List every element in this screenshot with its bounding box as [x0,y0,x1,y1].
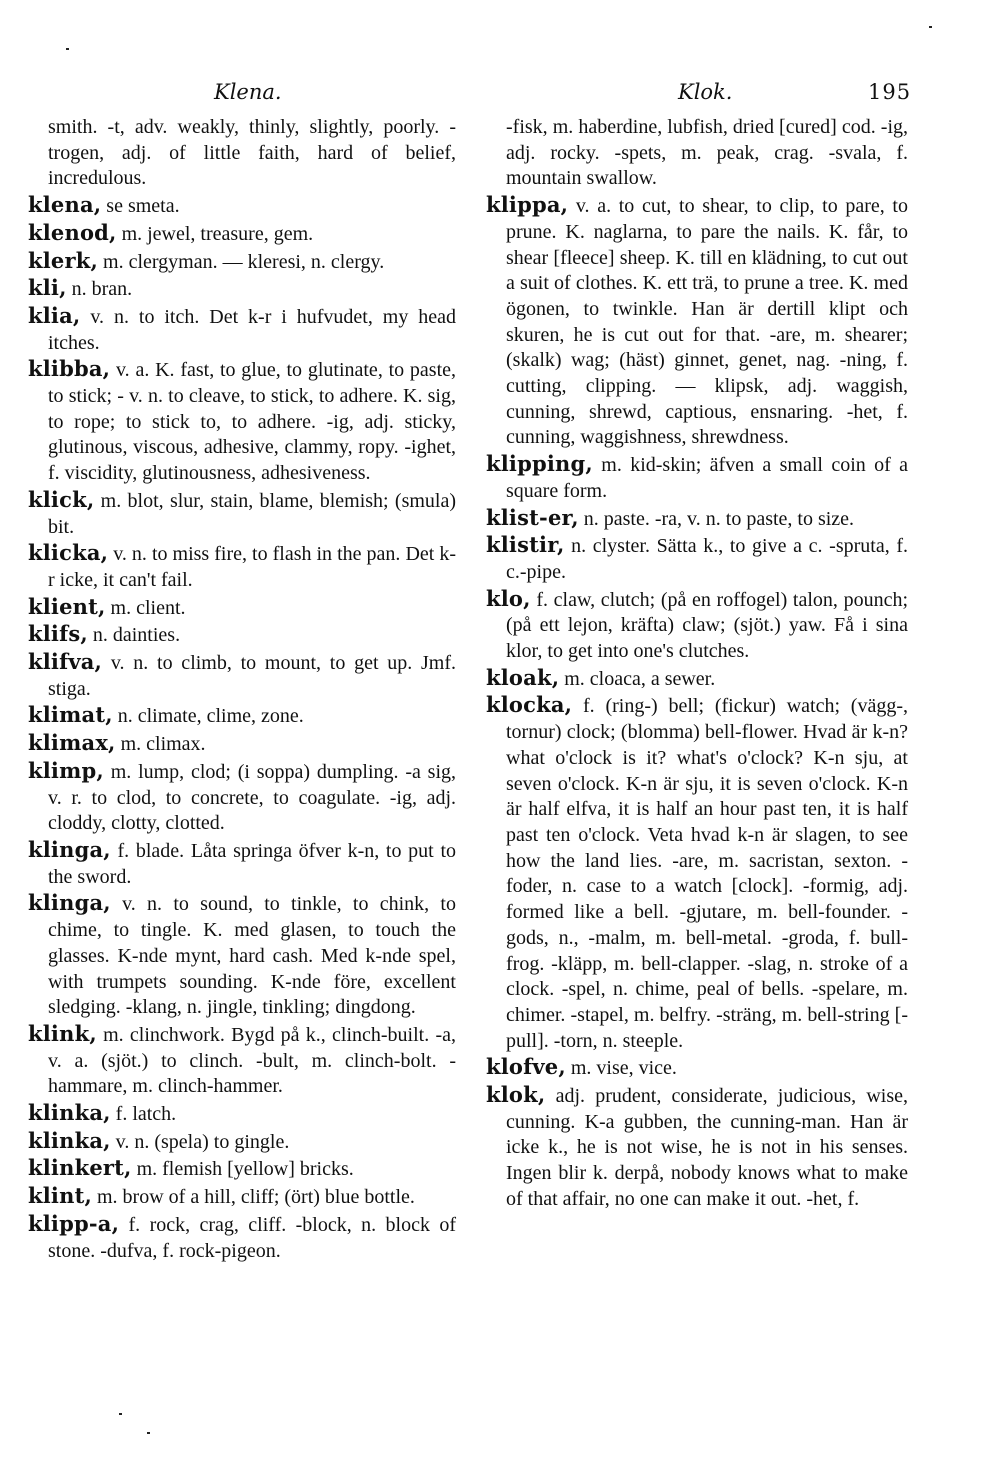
entry-headword: klipping, [486,451,593,477]
dictionary-entry [478,505,908,533]
entry-definition: m. blot, slur, stain, blame, blemish; (smula) bit. [48,489,456,538]
dictionary-entry [20,649,456,702]
dictionary-entry [20,356,456,487]
dictionary-entry [20,1211,456,1264]
entry-definition: v. n. to itch. Det k-r i hufvudet, my head itches. [48,305,457,354]
entry-definition: m. lump, clod; (i soppa) dumpling. -a sig, v. r. to clod, to concrete, to coagulate. -ig, adj. cloddy, clotty, clotted. [48,760,456,835]
entry-definition: smith. -t, adv. weakly, thinly, slightly, poorly. -trogen, adj. of little faith, hard of belief, incredulous. [48,116,456,190]
dictionary-entry [20,248,456,276]
entry-headword: klena, [28,192,102,218]
dictionary-entry [478,1054,908,1082]
entry-definition: f. latch. [115,1103,177,1126]
speck-mark [929,26,932,28]
entry-definition: n. clyster. Sätta k., to give a c. -spruta, f. c.-pipe. [506,535,908,583]
entry-definition: f. claw, clutch; (på en roffogel) talon, pounch; (på ett lejon, kräfta) claw; (sjöt.) yaw. Få i sina klor, to get into one's clutches. [506,588,908,663]
entry-headword: klerk, [28,247,99,273]
entry-definition: m. flemish [yellow] bricks. [136,1158,354,1181]
entry-headword: klimp, [28,757,104,783]
entry-definition: f. (ring-) bell; (fickur) watch; (vägg-, tornur) clock; (blomma) bell-flower. Hvad är k-n? what o'clock is it? what's o'clock? K-n sju, at seven o'clock. K-n är sju, it is seven o'clock. K-n är half elfva, it is half an hour past ten, it is half past ten o'clock. Veta hvad k-n är slagen, to see how the land lies. -are, m. sacristan, sexton. -foder, n. case to a watch [clock]. -formig, adj. formed like a bell. -gjutare, m. bell-founder. -gods, n., -malm, m. bell-metal. -groda, f. bull-frog. -kläpp, m. bell-clapper. -slag, n. stroke of a clock. -spel, n. chime, peal of bells. -spelare, m. chimer. -stapel, m. belfry. -sträng, m. bell-string [-pull]. -torn, n. steeple. [506,695,908,1052]
entry-headword: klint, [28,1183,92,1209]
entry-definition: adj. prudent, considerate, judicious, wise, cunning. K-a gubben, the cunning-man. Han är icke k., he is not wise, he is not in his senses. Ingen blir k. derpå, nobody knows what to make of that affair, no one can make it out. -het, f. [506,1085,908,1210]
dictionary-entry [20,1155,456,1183]
entry-headword: klipp-a, [28,1210,120,1236]
entry-definition: m. jewel, treasure, gem. [121,222,314,245]
speck-mark [147,1432,150,1434]
entry-headword: kloak, [486,664,560,690]
entry-headword: klink, [28,1020,97,1046]
entry-definition: -fisk, m. haberdine, lubfish, dried [cured] cod. -ig, adj. rocky. -spets, m. peak, crag. -svala, f. mountain swallow. [506,116,908,190]
entry-headword: klimax, [28,730,116,756]
entry-headword: klifs, [28,621,88,647]
left-column [20,115,456,1264]
entry-definition: n. climate, clime, zone. [117,705,304,728]
entry-headword: klinga, [28,836,111,862]
entry-headword: klifva, [28,649,103,675]
entry-headword: klicka, [28,540,109,566]
dictionary-entry [478,1082,908,1213]
page-number: 195 [868,80,912,104]
entry-headword: klick, [28,486,95,512]
entry-definition: v. n. to miss fire, to flash in the pan. Det k-r icke, it can't fail. [48,543,457,591]
entry-definition: m. brow of a hill, cliff; (ört) blue bottle. [97,1186,415,1209]
entry-definition: v. n. to climb, to mount, to get up. Jmf. stiga. [48,652,456,700]
right-guide-word: Klok. [678,80,733,104]
entry-headword: klippa, [486,192,569,218]
entry-definition: m. kid-skin; äfven a small coin of a square form. [506,454,909,502]
entry-headword: klok, [486,1082,546,1108]
entry-headword: klofve, [486,1054,566,1080]
entry-definition: m. client. [110,596,186,619]
entry-headword: klinka, [28,1127,111,1153]
dictionary-entry [478,115,908,192]
dictionary-entry [478,665,908,693]
entry-definition: se smeta. [106,195,180,218]
dictionary-entry [20,1128,456,1156]
dictionary-entry [20,594,456,622]
left-guide-word: Klena. [214,80,282,104]
entry-definition: n. dainties. [92,624,181,647]
dictionary-entry [20,1021,456,1100]
entry-definition: v. a. K. fast, to glue, to glutinate, to paste, to stick; - v. n. to cleave, to stick, to adhere. K. sig, to rope; to stick to, to adhere. -ig, adj. sticky, glutinous, viscous, adhesive, clammy, ropy. -ighet, f. viscidity, glutinousness, adhesiveness. [48,359,457,485]
entry-headword: klocka, [486,692,573,718]
dictionary-entry [20,890,456,1021]
entry-headword: klia, [28,302,81,328]
speck-mark [119,1413,122,1415]
entry-definition: n. paste. -ra, v. n. to paste, to size. [583,507,855,530]
entry-definition: v. a. to cut, to shear, to clip, to pare, to prune. K. naglarna, to pare the nails. K. får, to shear [fleece] sheep. K. till en klädning, to cut out a suit of clothes. K. ett trä, to prune a tree. K. med ögonen, to twinkle. Han är dertill klipt och skuren, he is cut out for that. -are, m. shearer; (skalk) wag; (häst) ginnet, genet, nag. -ning, f. cutting, clipping. — klipsk, adj. waggish, cunning, shrewd, captious, ensnaring. -het, f. cunning, waggishness, shrewdness. [506,195,908,449]
entry-headword: klinka, [28,1100,111,1126]
entry-definition: m. cloaca, a sewer. [564,667,716,690]
entry-headword: klient, [28,593,106,619]
dictionary-entry [20,1100,456,1128]
right-column [478,115,908,1213]
dictionary-entry [478,532,908,585]
dictionary-entry [478,451,908,504]
dictionary-entry [20,540,456,593]
entry-definition: m. clergyman. — kleresi, n. clergy. [103,250,385,273]
dictionary-entry [20,1183,456,1211]
dictionary-entry [20,220,456,248]
entry-definition: m. clinchwork. Bygd på k., clinch-built. -a, v. a. (sjöt.) to clinch. -bult, m. clinch-bolt. -hammare, m. clinch-hammer. [48,1023,457,1098]
dictionary-entry [478,586,908,665]
entry-headword: klo, [486,585,531,611]
dictionary-entry [20,758,456,837]
dictionary-entry [478,692,908,1054]
dictionary-entry [20,837,456,890]
entry-definition: n. bran. [71,278,133,301]
entry-definition: f. blade. Låta springa öfver k-n, to put to the sword. [48,839,456,888]
entry-headword: klistir, [486,532,565,558]
entry-headword: klibba, [28,356,111,382]
speck-mark [66,48,69,50]
dictionary-entry [20,621,456,649]
entry-headword: kli, [28,275,67,301]
entry-headword: klimat, [28,702,113,728]
dictionary-entry [20,730,456,758]
entry-definition: v. n. to sound, to tinkle, to chink, to chime, to tingle. K. med glasen, to touch the glasses. K-nde mynt, hard cash. Med k-nde spel, with trumpets sounding. K-nde före, excellent sledging. -klang, n. jingle, tinkling; dingdong. [48,893,456,1019]
dictionary-entry [20,115,456,192]
entry-definition: m. vise, vice. [570,1057,677,1080]
entry-definition: f. rock, crag, cliff. -block, n. block of stone. -dufva, f. rock-pigeon. [48,1213,457,1262]
entry-headword: klinkert, [28,1155,132,1181]
entry-headword: klinga, [28,890,111,916]
entry-headword: klist-er, [486,504,579,530]
entry-definition: v. n. (spela) to gingle. [115,1130,290,1153]
dictionary-entry [20,303,456,356]
dictionary-entry [20,702,456,730]
entry-headword: klenod, [28,219,117,245]
dictionary-entry [20,275,456,303]
dictionary-entry [20,192,456,220]
dictionary-entry [478,192,908,451]
entry-definition: m. climax. [120,733,206,756]
dictionary-entry [20,487,456,540]
